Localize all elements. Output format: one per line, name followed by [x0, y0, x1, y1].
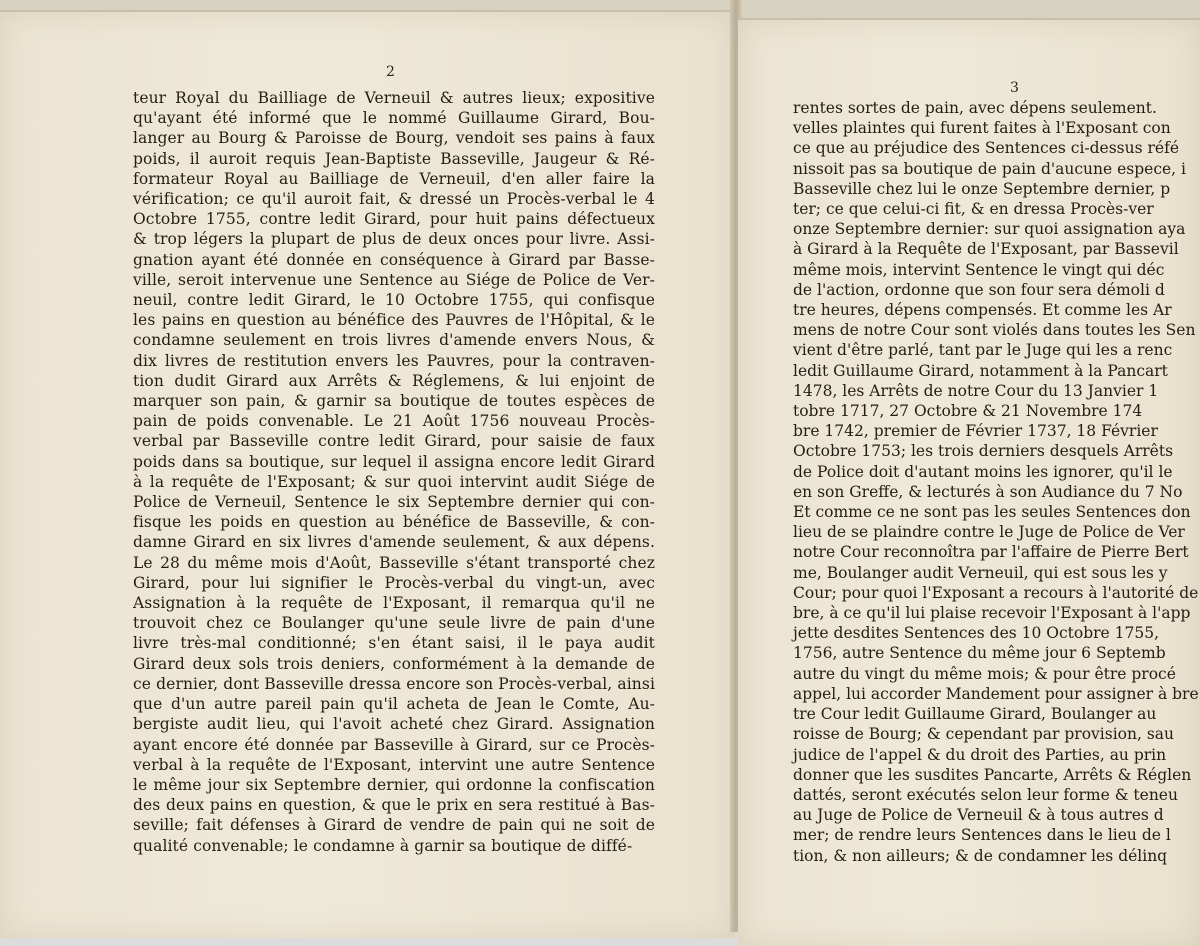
text-line: roisse de Bourg; & cependant par provision, sau: [793, 725, 1175, 744]
text-line: fisque les poids en question au bénéfice de Basseville, & con-: [133, 513, 655, 532]
text-line: Cour; pour quoi l'Exposant a recours à l'autorité de: [793, 583, 1199, 602]
text-line: verbal à la requête de l'Exposant, intervint une autre Sentence: [133, 755, 655, 774]
text-line: teur Royal du Bailliage de Verneuil & autres lieux; expositive: [133, 89, 655, 107]
text-line: marquer son pain, & garnir sa boutique de toutes espèces de: [133, 392, 655, 411]
text-line: nissoit pas sa boutique de pain d'aucune espece, i: [793, 159, 1186, 178]
text-line: mens de notre Cour sont violés dans toutes les Sen: [793, 321, 1196, 340]
text-line: langer au Bourg & Paroisse de Bourg, vendoit ses pains à faux: [133, 129, 655, 148]
text-line: tre heures, dépens compensés. Et comme les Ar: [793, 301, 1172, 320]
text-line: à Girard à la Requête de l'Exposant, par Bassevil: [793, 240, 1179, 259]
text-line: poids, il auroit requis Jean-Baptiste Basseville, Jaugeur & Ré-: [133, 149, 655, 168]
text-line: dattés, seront exécutés selon leur forme & teneu: [793, 785, 1178, 804]
text-line: ledit Guillaume Girard, notamment à la Pancart: [793, 361, 1168, 380]
text-line: notre Cour reconnoîtra par l'affaire de Pierre Bert: [793, 543, 1189, 562]
text-line: autre du vingt du même mois; & pour être procé: [793, 664, 1176, 683]
text-line: velles plaintes qui furent faites à l'Exposant con: [793, 119, 1171, 138]
page-number: 3: [1010, 80, 1019, 96]
text-line: Octobre 1753; les trois derniers desquels Arrêts: [793, 442, 1174, 461]
text-line: vient d'être parlé, tant par le Juge qui les a renc: [793, 341, 1173, 360]
text-line: trouvoit chez ce Boulanger qu'une seule livre de pain d'une: [133, 614, 655, 633]
text-line: neuil, contre ledit Girard, le 10 Octobre 1755, qui confisque: [133, 291, 655, 310]
text-line: même mois, intervint Sentence le vingt qui déc: [793, 260, 1165, 279]
right-page: [738, 18, 1200, 946]
text-line: 1478, les Arrêts de notre Cour du 13 Janvier 1: [793, 381, 1159, 400]
text-line: vérification; ce qu'il auroit fait, & dressé un Procès-verbal le 4: [133, 190, 655, 209]
text-line: ter; ce que celui-ci fit, & en dressa Procès-ver: [793, 200, 1154, 219]
text-line: pain de poids convenable. Le 21 Août 1756 nouveau Procès-: [133, 412, 655, 431]
text-line: ce que au préjudice des Sentences ci-dessus réfé: [793, 139, 1179, 158]
text-line: damne Girard en six livres d'amende seulement, & aux dépens.: [133, 533, 655, 552]
text-line: en son Greffe, & lecturés à son Audiance du 7 No: [793, 482, 1183, 501]
text-line: Girard deux sols trois deniers, conformément à la demande de: [133, 654, 655, 673]
text-line: tion, & non ailleurs; & de condamner les délinq: [793, 846, 1168, 865]
text-line: ville, seroit intervenue une Sentence au Siége de Police de Ver-: [133, 270, 655, 289]
text-line: Octobre 1755, contre ledit Girard, pour huit pains défectueux: [133, 210, 655, 229]
text-line: formateur Royal au Bailliage de Verneuil, d'en aller faire la: [133, 169, 655, 188]
text-line: tion dudit Girard aux Arrêts & Réglemens, & lui enjoint de: [133, 371, 655, 390]
text-line: qualité convenable; le condamne à garnir sa boutique de diffé-: [133, 836, 633, 855]
text-line: jette desdites Sentences des 10 Octobre 1755,: [793, 624, 1160, 643]
text-line: onze Septembre dernier: sur quoi assignation aya: [793, 220, 1186, 239]
text-line: bergiste audit lieu, qui l'avoit acheté chez Girard. Assignation: [133, 715, 655, 734]
text-line: appel, lui accorder Mandement pour assigner à bre: [793, 684, 1199, 703]
text-line: Girard, pour lui signifier le Procès-verbal du vingt-un, avec: [133, 573, 655, 592]
text-line: Assignation à la requête de l'Exposant, il remarqua qu'il ne: [133, 594, 655, 613]
text-line: ayant encore été donnée par Basseville à Girard, sur ce Procès-: [133, 735, 655, 754]
text-line: que d'un autre pareil pain qu'il acheta de Jean le Comte, Au-: [133, 695, 655, 714]
text-line: dix livres de restitution envers les Pauvres, pour la contraven-: [133, 351, 655, 370]
text-line: ce dernier, dont Basseville dressa encore son Procès-verbal, ainsi: [133, 674, 655, 693]
text-line: Basseville chez lui le onze Septembre dernier, p: [793, 179, 1171, 198]
text-line: livre très-mal conditionné; s'en étant saisi, il le paya audit: [133, 634, 655, 653]
text-line: tobre 1717, 27 Octobre & 21 Novembre 174: [793, 402, 1143, 421]
text-line: poids dans sa boutique, sur lequel il assigna encore ledit Girard: [133, 452, 655, 471]
text-line: les pains en question au bénéfice des Pauvres de l'Hôpital, & le: [133, 311, 655, 330]
text-line: à la requête de l'Exposant; & sur quoi intervint audit Siége de: [133, 472, 655, 491]
right-page-text: [793, 98, 1199, 866]
text-line: rentes sortes de pain, avec dépens seulement.: [793, 99, 1157, 117]
text-line: bre, à ce qu'il lui plaise recevoir l'Exposant à l'app: [793, 604, 1191, 623]
text-line: & trop légers la plupart de plus de deux onces pour livre. Assi-: [133, 230, 655, 249]
text-line: des deux pains en question, & que le prix en sera restitué à Bas-: [133, 796, 655, 815]
text-line: judice de l'appel & du droit des Parties, au prin: [793, 745, 1167, 764]
text-line: de Police doit d'autant moins les ignorer, qu'il le: [793, 462, 1173, 481]
text-line: mer; de rendre leurs Sentences dans le lieu de l: [793, 826, 1171, 845]
left-page-text: [133, 88, 653, 856]
text-line: seville; fait défenses à Girard de vendre de pain qui ne soit de: [133, 816, 655, 835]
text-line: de l'action, ordonne que son four sera démoli d: [793, 280, 1165, 299]
text-line: au Juge de Police de Verneuil & à tous autres d: [793, 806, 1164, 825]
text-line: bre 1742, premier de Février 1737, 18 Février: [793, 422, 1158, 441]
text-line: me, Boulanger audit Verneuil, qui est sous les y: [793, 563, 1168, 582]
page-number: 2: [386, 64, 395, 80]
text-line: le même jour six Septembre dernier, qui ordonne la confiscation: [133, 775, 655, 794]
text-line: lieu de se plaindre contre le Juge de Police de Ver: [793, 523, 1185, 542]
text-line: Le 28 du même mois d'Août, Basseville s'étant transporté chez: [133, 553, 655, 572]
text-line: 1756, autre Sentence du même jour 6 Septemb: [793, 644, 1166, 663]
text-line: verbal par Basseville contre ledit Girard, pour saisie de faux: [133, 432, 655, 451]
text-line: qu'ayant été informé que le nommé Guillaume Girard, Bou-: [133, 109, 655, 128]
text-line: Police de Verneuil, Sentence le six Septembre dernier qui con-: [133, 493, 655, 512]
text-line: condamne seulement en trois livres d'amende envers Nous, &: [133, 331, 655, 350]
text-line: donner que les susdites Pancarte, Arrêts & Réglen: [793, 765, 1192, 784]
text-line: gnation ayant été donnée en conséquence à Girard par Basse-: [133, 250, 655, 269]
text-line: tre Cour ledit Guillaume Girard, Boulanger au: [793, 705, 1157, 724]
left-page: [0, 10, 735, 938]
text-line: Et comme ce ne sont pas les seules Sentences don: [793, 503, 1191, 522]
